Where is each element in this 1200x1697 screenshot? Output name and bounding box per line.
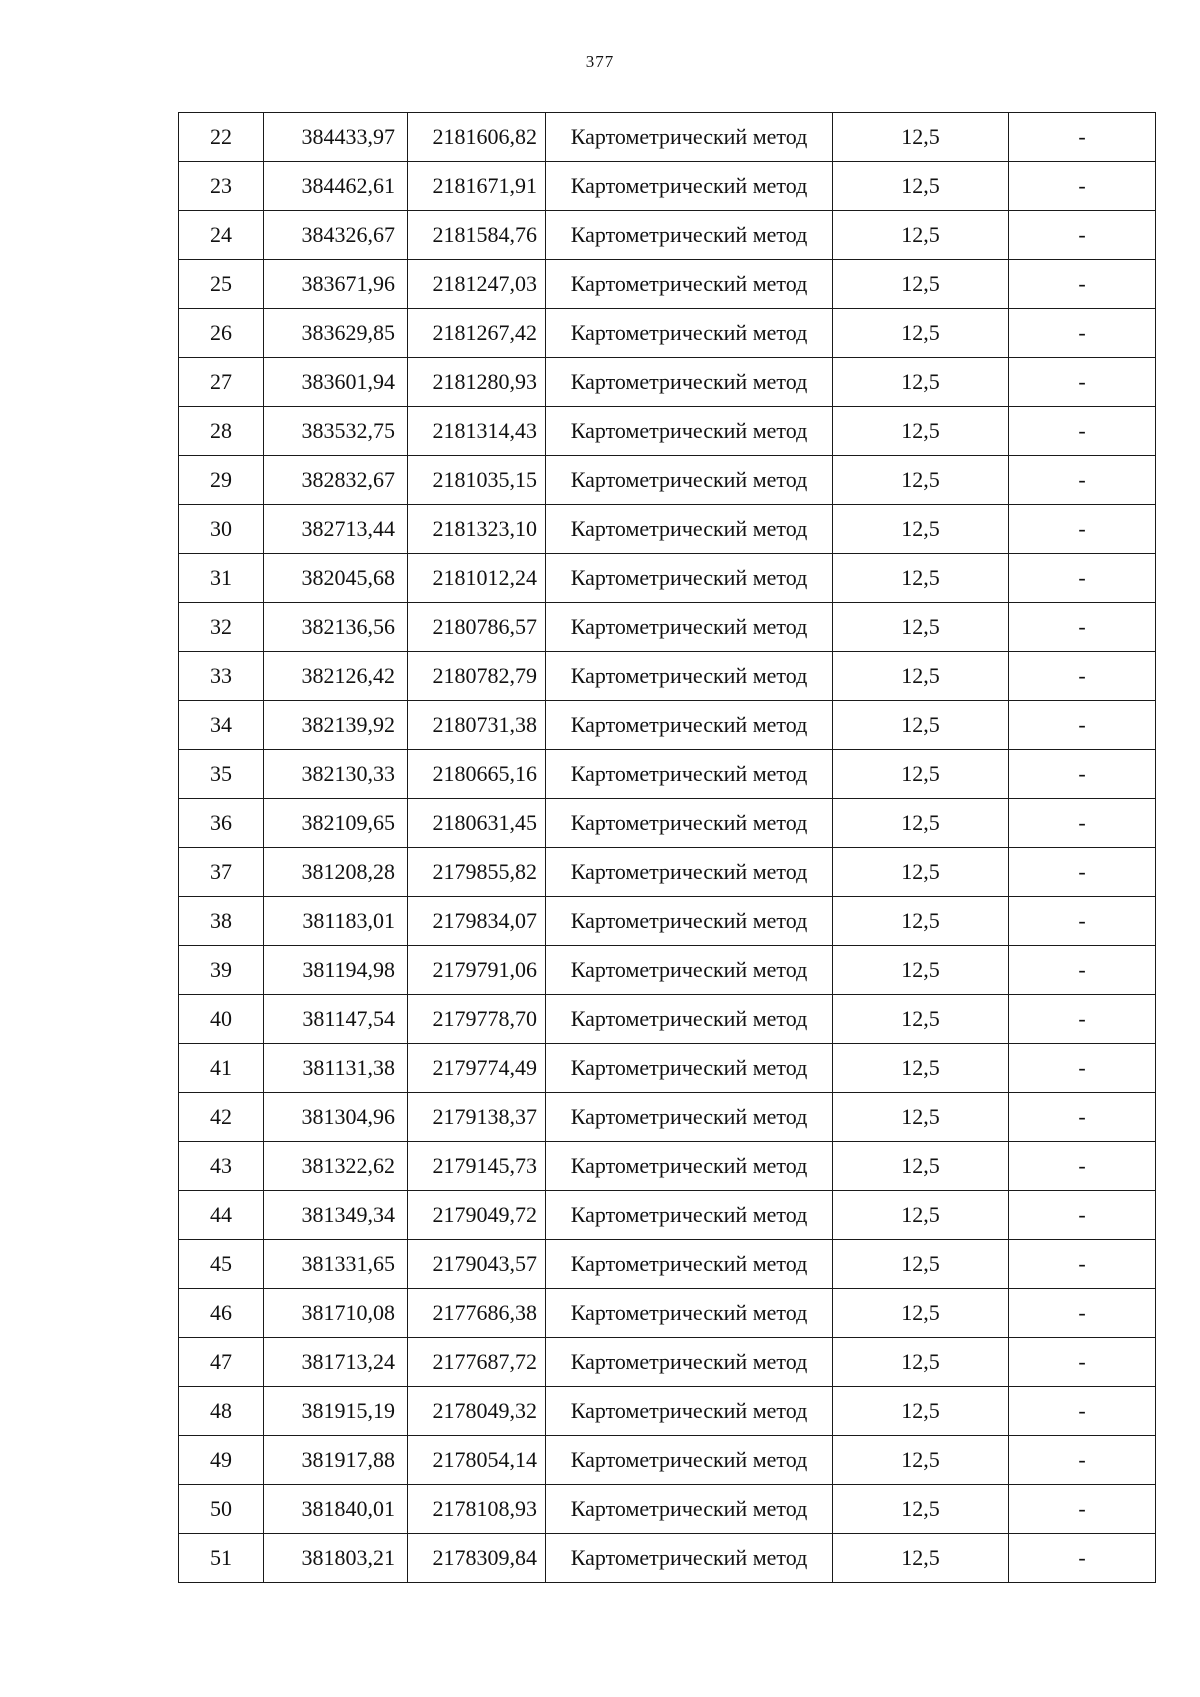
- table-row: [179, 1436, 1156, 1485]
- page-number: 377: [585, 52, 615, 71]
- x-coordinate-cell: 383671,96: [264, 260, 408, 309]
- table-row: [179, 848, 1156, 897]
- table-row: [179, 358, 1156, 407]
- method-cell: Картометрический метод: [546, 211, 833, 260]
- extra-cell: -: [1009, 1044, 1156, 1093]
- extra-cell: -: [1009, 358, 1156, 407]
- extra-cell: -: [1009, 456, 1156, 505]
- y-coordinate-cell: 2181267,42: [408, 309, 546, 358]
- y-coordinate-cell: 2181280,93: [408, 358, 546, 407]
- y-coordinate-cell: 2178054,14: [408, 1436, 546, 1485]
- accuracy-cell: 12,5: [833, 505, 1009, 554]
- extra-cell: -: [1009, 1534, 1156, 1583]
- extra-cell: -: [1009, 995, 1156, 1044]
- method-cell: Картометрический метод: [546, 554, 833, 603]
- point-number-cell: 43: [179, 1142, 264, 1191]
- x-coordinate-cell: 382109,65: [264, 799, 408, 848]
- extra-cell: -: [1009, 505, 1156, 554]
- y-coordinate-cell: 2179834,07: [408, 897, 546, 946]
- method-cell: Картометрический метод: [546, 848, 833, 897]
- extra-cell: -: [1009, 603, 1156, 652]
- accuracy-cell: 12,5: [833, 358, 1009, 407]
- table-row: [179, 946, 1156, 995]
- accuracy-cell: 12,5: [833, 1191, 1009, 1240]
- extra-cell: -: [1009, 1338, 1156, 1387]
- point-number-cell: 24: [179, 211, 264, 260]
- table-row: [179, 897, 1156, 946]
- accuracy-cell: 12,5: [833, 652, 1009, 701]
- accuracy-cell: 12,5: [833, 897, 1009, 946]
- point-number-cell: 32: [179, 603, 264, 652]
- method-cell: Картометрический метод: [546, 1387, 833, 1436]
- accuracy-cell: 12,5: [833, 113, 1009, 162]
- extra-cell: -: [1009, 652, 1156, 701]
- extra-cell: -: [1009, 407, 1156, 456]
- accuracy-cell: 12,5: [833, 946, 1009, 995]
- table-row: [179, 407, 1156, 456]
- accuracy-cell: 12,5: [833, 603, 1009, 652]
- point-number-cell: 28: [179, 407, 264, 456]
- y-coordinate-cell: 2181314,43: [408, 407, 546, 456]
- point-number-cell: 35: [179, 750, 264, 799]
- point-number-cell: 47: [179, 1338, 264, 1387]
- x-coordinate-cell: 381183,01: [264, 897, 408, 946]
- y-coordinate-cell: 2177686,38: [408, 1289, 546, 1338]
- table-row: [179, 113, 1156, 162]
- method-cell: Картометрический метод: [546, 1338, 833, 1387]
- table-row: [179, 260, 1156, 309]
- table-row: [179, 505, 1156, 554]
- method-cell: Картометрический метод: [546, 946, 833, 995]
- accuracy-cell: 12,5: [833, 848, 1009, 897]
- extra-cell: -: [1009, 848, 1156, 897]
- x-coordinate-cell: 381917,88: [264, 1436, 408, 1485]
- table-row: [179, 211, 1156, 260]
- table-row: [179, 1338, 1156, 1387]
- table-row: [179, 799, 1156, 848]
- y-coordinate-cell: 2181035,15: [408, 456, 546, 505]
- table-row: [179, 652, 1156, 701]
- accuracy-cell: 12,5: [833, 1534, 1009, 1583]
- accuracy-cell: 12,5: [833, 1240, 1009, 1289]
- table-row: [179, 1044, 1156, 1093]
- accuracy-cell: 12,5: [833, 995, 1009, 1044]
- point-number-cell: 45: [179, 1240, 264, 1289]
- y-coordinate-cell: 2179049,72: [408, 1191, 546, 1240]
- table-row: [179, 1534, 1156, 1583]
- point-number-cell: 44: [179, 1191, 264, 1240]
- point-number-cell: 33: [179, 652, 264, 701]
- point-number-cell: 30: [179, 505, 264, 554]
- y-coordinate-cell: 2181012,24: [408, 554, 546, 603]
- method-cell: Картометрический метод: [546, 1142, 833, 1191]
- extra-cell: -: [1009, 1289, 1156, 1338]
- extra-cell: -: [1009, 554, 1156, 603]
- x-coordinate-cell: 381349,34: [264, 1191, 408, 1240]
- method-cell: Картометрический метод: [546, 1240, 833, 1289]
- point-number-cell: 38: [179, 897, 264, 946]
- point-number-cell: 29: [179, 456, 264, 505]
- accuracy-cell: 12,5: [833, 211, 1009, 260]
- point-number-cell: 48: [179, 1387, 264, 1436]
- method-cell: Картометрический метод: [546, 456, 833, 505]
- point-number-cell: 40: [179, 995, 264, 1044]
- x-coordinate-cell: 381304,96: [264, 1093, 408, 1142]
- method-cell: Картометрический метод: [546, 701, 833, 750]
- y-coordinate-cell: 2178049,32: [408, 1387, 546, 1436]
- x-coordinate-cell: 382126,42: [264, 652, 408, 701]
- method-cell: Картометрический метод: [546, 995, 833, 1044]
- accuracy-cell: 12,5: [833, 1289, 1009, 1338]
- accuracy-cell: 12,5: [833, 554, 1009, 603]
- y-coordinate-cell: 2178108,93: [408, 1485, 546, 1534]
- x-coordinate-cell: 381840,01: [264, 1485, 408, 1534]
- accuracy-cell: 12,5: [833, 1387, 1009, 1436]
- accuracy-cell: 12,5: [833, 162, 1009, 211]
- method-cell: Картометрический метод: [546, 505, 833, 554]
- method-cell: Картометрический метод: [546, 652, 833, 701]
- extra-cell: -: [1009, 946, 1156, 995]
- table-row: [179, 1387, 1156, 1436]
- method-cell: Картометрический метод: [546, 1093, 833, 1142]
- x-coordinate-cell: 381131,38: [264, 1044, 408, 1093]
- accuracy-cell: 12,5: [833, 260, 1009, 309]
- x-coordinate-cell: 382713,44: [264, 505, 408, 554]
- point-number-cell: 26: [179, 309, 264, 358]
- y-coordinate-cell: 2180665,16: [408, 750, 546, 799]
- accuracy-cell: 12,5: [833, 1142, 1009, 1191]
- point-number-cell: 25: [179, 260, 264, 309]
- point-number-cell: 22: [179, 113, 264, 162]
- x-coordinate-cell: 381208,28: [264, 848, 408, 897]
- point-number-cell: 51: [179, 1534, 264, 1583]
- extra-cell: -: [1009, 1387, 1156, 1436]
- x-coordinate-cell: 381915,19: [264, 1387, 408, 1436]
- extra-cell: -: [1009, 799, 1156, 848]
- table-row: [179, 603, 1156, 652]
- method-cell: Картометрический метод: [546, 358, 833, 407]
- extra-cell: -: [1009, 1240, 1156, 1289]
- table-row: [179, 1240, 1156, 1289]
- y-coordinate-cell: 2177687,72: [408, 1338, 546, 1387]
- y-coordinate-cell: 2179791,06: [408, 946, 546, 995]
- table-row: [179, 1142, 1156, 1191]
- y-coordinate-cell: 2181671,91: [408, 162, 546, 211]
- method-cell: Картометрический метод: [546, 603, 833, 652]
- method-cell: Картометрический метод: [546, 799, 833, 848]
- y-coordinate-cell: 2181584,76: [408, 211, 546, 260]
- point-number-cell: 41: [179, 1044, 264, 1093]
- y-coordinate-cell: 2179043,57: [408, 1240, 546, 1289]
- extra-cell: -: [1009, 113, 1156, 162]
- y-coordinate-cell: 2178309,84: [408, 1534, 546, 1583]
- accuracy-cell: 12,5: [833, 799, 1009, 848]
- x-coordinate-cell: 381322,62: [264, 1142, 408, 1191]
- table-row: [179, 554, 1156, 603]
- y-coordinate-cell: 2180631,45: [408, 799, 546, 848]
- x-coordinate-cell: 383532,75: [264, 407, 408, 456]
- x-coordinate-cell: 384326,67: [264, 211, 408, 260]
- accuracy-cell: 12,5: [833, 701, 1009, 750]
- y-coordinate-cell: 2181323,10: [408, 505, 546, 554]
- method-cell: Картометрический метод: [546, 162, 833, 211]
- accuracy-cell: 12,5: [833, 750, 1009, 799]
- point-number-cell: 34: [179, 701, 264, 750]
- x-coordinate-cell: 384462,61: [264, 162, 408, 211]
- y-coordinate-cell: 2179145,73: [408, 1142, 546, 1191]
- table-row: [179, 1289, 1156, 1338]
- accuracy-cell: 12,5: [833, 309, 1009, 358]
- extra-cell: -: [1009, 1436, 1156, 1485]
- extra-cell: -: [1009, 1142, 1156, 1191]
- method-cell: Картометрический метод: [546, 1289, 833, 1338]
- point-number-cell: 37: [179, 848, 264, 897]
- extra-cell: -: [1009, 750, 1156, 799]
- point-number-cell: 31: [179, 554, 264, 603]
- y-coordinate-cell: 2179138,37: [408, 1093, 546, 1142]
- point-number-cell: 49: [179, 1436, 264, 1485]
- method-cell: Картометрический метод: [546, 1485, 833, 1534]
- accuracy-cell: 12,5: [833, 407, 1009, 456]
- method-cell: Картометрический метод: [546, 260, 833, 309]
- point-number-cell: 23: [179, 162, 264, 211]
- method-cell: Картометрический метод: [546, 113, 833, 162]
- x-coordinate-cell: 381147,54: [264, 995, 408, 1044]
- accuracy-cell: 12,5: [833, 1338, 1009, 1387]
- method-cell: Картометрический метод: [546, 1044, 833, 1093]
- x-coordinate-cell: 382136,56: [264, 603, 408, 652]
- accuracy-cell: 12,5: [833, 1044, 1009, 1093]
- accuracy-cell: 12,5: [833, 1093, 1009, 1142]
- method-cell: Картометрический метод: [546, 1534, 833, 1583]
- extra-cell: -: [1009, 897, 1156, 946]
- x-coordinate-cell: 383629,85: [264, 309, 408, 358]
- table-row: [179, 309, 1156, 358]
- table-row: [179, 1485, 1156, 1534]
- x-coordinate-cell: 382139,92: [264, 701, 408, 750]
- x-coordinate-cell: 382832,67: [264, 456, 408, 505]
- y-coordinate-cell: 2179778,70: [408, 995, 546, 1044]
- coordinates-table: [178, 112, 1156, 1583]
- x-coordinate-cell: 382130,33: [264, 750, 408, 799]
- x-coordinate-cell: 383601,94: [264, 358, 408, 407]
- x-coordinate-cell: 381803,21: [264, 1534, 408, 1583]
- extra-cell: -: [1009, 701, 1156, 750]
- method-cell: Картометрический метод: [546, 309, 833, 358]
- point-number-cell: 50: [179, 1485, 264, 1534]
- y-coordinate-cell: 2179774,49: [408, 1044, 546, 1093]
- table-row: [179, 456, 1156, 505]
- table-row: [179, 995, 1156, 1044]
- point-number-cell: 39: [179, 946, 264, 995]
- extra-cell: -: [1009, 260, 1156, 309]
- extra-cell: -: [1009, 162, 1156, 211]
- y-coordinate-cell: 2180731,38: [408, 701, 546, 750]
- table-row: [179, 1191, 1156, 1240]
- point-number-cell: 42: [179, 1093, 264, 1142]
- method-cell: Картометрический метод: [546, 1436, 833, 1485]
- point-number-cell: 46: [179, 1289, 264, 1338]
- y-coordinate-cell: 2181606,82: [408, 113, 546, 162]
- method-cell: Картометрический метод: [546, 750, 833, 799]
- extra-cell: -: [1009, 309, 1156, 358]
- method-cell: Картометрический метод: [546, 897, 833, 946]
- table-row: [179, 1093, 1156, 1142]
- x-coordinate-cell: 381194,98: [264, 946, 408, 995]
- x-coordinate-cell: 381710,08: [264, 1289, 408, 1338]
- accuracy-cell: 12,5: [833, 1485, 1009, 1534]
- extra-cell: -: [1009, 211, 1156, 260]
- x-coordinate-cell: 382045,68: [264, 554, 408, 603]
- coordinates-table-body: [179, 113, 1156, 1583]
- table-row: [179, 701, 1156, 750]
- point-number-cell: 27: [179, 358, 264, 407]
- method-cell: Картометрический метод: [546, 1191, 833, 1240]
- accuracy-cell: 12,5: [833, 456, 1009, 505]
- y-coordinate-cell: 2179855,82: [408, 848, 546, 897]
- extra-cell: -: [1009, 1485, 1156, 1534]
- y-coordinate-cell: 2181247,03: [408, 260, 546, 309]
- y-coordinate-cell: 2180782,79: [408, 652, 546, 701]
- x-coordinate-cell: 384433,97: [264, 113, 408, 162]
- point-number-cell: 36: [179, 799, 264, 848]
- table-row: [179, 750, 1156, 799]
- extra-cell: -: [1009, 1191, 1156, 1240]
- extra-cell: -: [1009, 1093, 1156, 1142]
- table-row: [179, 162, 1156, 211]
- accuracy-cell: 12,5: [833, 1436, 1009, 1485]
- x-coordinate-cell: 381713,24: [264, 1338, 408, 1387]
- method-cell: Картометрический метод: [546, 407, 833, 456]
- y-coordinate-cell: 2180786,57: [408, 603, 546, 652]
- x-coordinate-cell: 381331,65: [264, 1240, 408, 1289]
